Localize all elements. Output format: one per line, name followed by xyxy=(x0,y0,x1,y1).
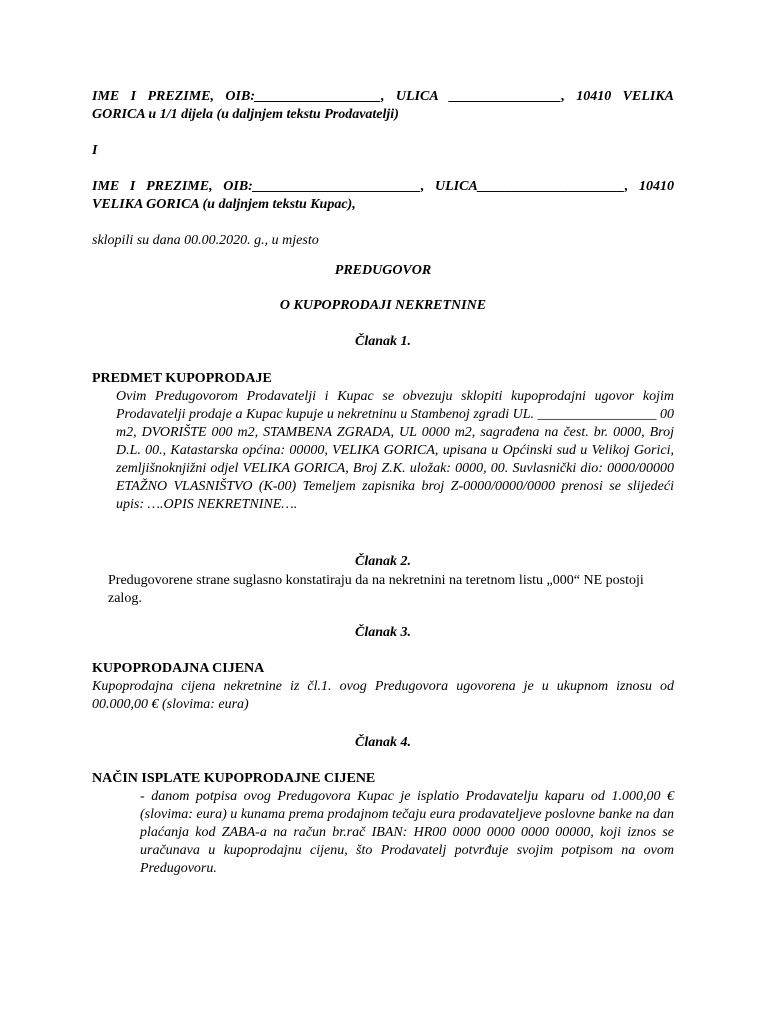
article-4-heading: Članak 4. xyxy=(354,735,411,750)
document-subtitle: O KUPOPRODAJI NEKRETNINE xyxy=(279,298,487,313)
party2-line2: VELIKA GORICA (u daljnjem tekstu Kupac), xyxy=(92,197,356,212)
article-4-section-title: NAČIN ISPLATE KUPOPRODAJNE CIJENE xyxy=(92,771,376,786)
article-3-text: Kupoprodajna cijena nekretnine iz čl.1. ovog Predugovora ugovorena je u ukupnom iznosu od 00.000,00 € (slovima: eura) xyxy=(92,679,674,712)
article-3-heading: Članak 3. xyxy=(354,625,411,640)
article-4-text: - danom potpisa ovog Predugovora Kupac je isplatio Prodavatelju kaparu od 1.000,00 € (slovima: eura) u kunama prema prodajnom tečaju eura prodavateljeve poslovne banke na dan plaćanja kod ZABA-a na račun br.rač IBAN: HR00 0000 0000 0000 00000, koji iznos se uračunava u kupoprodajnu cijenu, što Prodavatelj potvrđuje svojim potpisom na ovom Predugovoru. xyxy=(140,789,674,876)
party1-line1: IME I PREZIME, OIB:__________________, ULICA ________________, 10410 VELIKA xyxy=(92,89,674,104)
article-1-section-title: PREDMET KUPOPRODAJE xyxy=(92,371,272,386)
article-2-heading: Članak 2. xyxy=(354,554,411,569)
article-3-section-title: KUPOPRODAJNA CIJENA xyxy=(92,661,265,676)
party2-line1: IME I PREZIME, OIB:________________________, ULICA_____________________, 10410 xyxy=(92,179,674,194)
document-title: PREDUGOVOR xyxy=(334,263,432,278)
article-1-heading: Članak 1. xyxy=(354,334,411,349)
conjunction: I xyxy=(92,143,98,158)
article-1-text: Ovim Predugovorom Prodavatelji i Kupac se obvezuju sklopiti kupoprodajni ugovor kojim Prodavatelji prodaje a Kupac kupuje u nekretninu u Stambenoj zgradi UL. _________________ 00 m2, DVORIŠTE 000 m2, STAMBENA ZGRADA, UL 0000 m2, sagrađena na čest. br. 0000, Broj D.L. 00., Katastarska općina: 00000, VELIKA GORICA, upisana u Općinski sud u Velikoj Gorici, zemljišnoknjižni odjel VELIKA GORICA, Broj Z.K. uložak: 0000, 00. Suvlasnički dio: 0000/00000 ETAŽNO VLASNIŠTVO (K-00) Temeljem zapisnika broj Z-0000/0000/0000 prenosi se slijedeći upis: ….OPIS NEKRETNINE…. xyxy=(116,389,675,512)
party1-line2: GORICA u 1/1 dijela (u daljnjem tekstu Prodavatelji) xyxy=(92,107,399,122)
intro-text: sklopili su dana 00.00.2020. g., u mjesto xyxy=(92,233,319,248)
article-2-text: Predugovorene strane suglasno konstatiraju da na nekretnini na teretnom listu „000“ NE postoji zalog. xyxy=(108,573,644,606)
